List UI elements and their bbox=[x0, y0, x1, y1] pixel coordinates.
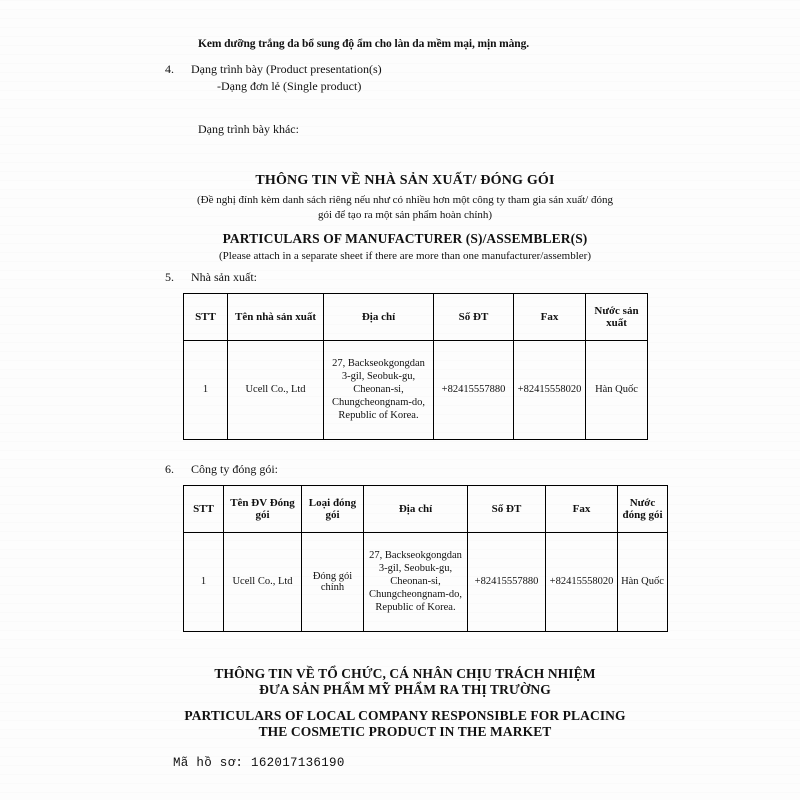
cell-manufacturer-name: Ucell Co., Ltd bbox=[228, 340, 324, 439]
th-stt: STT bbox=[184, 485, 224, 532]
th-country: Nước đóng gói bbox=[618, 485, 668, 532]
footer-line-1: THÔNG TIN VỀ TỔ CHỨC, CÁ NHÂN CHỊU TRÁCH NHIỆM bbox=[214, 665, 596, 681]
section-4-other-presentation: Dạng trình bày khác: bbox=[198, 122, 299, 136]
cell-stt: 1 bbox=[184, 340, 228, 439]
section-4-sub-single-product: -Dạng đơn lẻ (Single product) bbox=[217, 79, 362, 93]
th-country: Nước sản xuất bbox=[586, 293, 648, 340]
section-6-label: Công ty đóng gói: bbox=[191, 461, 279, 476]
th-address: Địa chỉ bbox=[364, 485, 468, 532]
th-packer-name: Tên ĐV Đóng gói bbox=[224, 485, 302, 532]
table-row bbox=[184, 532, 668, 631]
manufacturer-note-vi-line1: (Đề nghị đính kèm danh sách riêng nếu như có nhiều hơn một công ty tham gia sản xuất/ đóng bbox=[197, 194, 613, 206]
footer-line-2: ĐƯA SẢN PHẨM MỸ PHẨM RA THỊ TRƯỜNG bbox=[259, 681, 551, 697]
manufacturer-note-vi bbox=[165, 193, 645, 223]
footer-line-3: PARTICULARS OF LOCAL COMPANY RESPONSIBLE FOR PLACING bbox=[184, 707, 626, 723]
section-5-label: Nhà sản xuất: bbox=[191, 269, 257, 284]
manufacturer-table-wrap bbox=[183, 293, 643, 440]
table-header-row bbox=[184, 293, 648, 340]
manufacturer-note-vi-line2: gói để tạo ra một sản phẩm hoàn chỉnh) bbox=[317, 208, 493, 221]
section-4-number: 4. bbox=[165, 62, 174, 76]
table-row bbox=[184, 340, 648, 439]
th-address: Địa chỉ bbox=[324, 293, 434, 340]
cell-stt: 1 bbox=[184, 532, 224, 631]
section-6-number: 6. bbox=[165, 461, 174, 476]
th-stt: STT bbox=[184, 293, 228, 340]
section-5-manufacturer bbox=[165, 270, 645, 285]
cell-country: Hàn Quốc bbox=[586, 340, 648, 439]
th-phone: Số ĐT bbox=[468, 485, 546, 532]
local-company-section bbox=[165, 666, 645, 740]
manufacturer-title-vi: THÔNG TIN VỀ NHÀ SẢN XUẤT/ ĐÓNG GÓI bbox=[255, 173, 555, 188]
table-header-row bbox=[184, 485, 668, 532]
cell-fax: +82415558020 bbox=[546, 532, 618, 631]
cell-address: 27, Backseokgongdan 3-gil, Seobuk-gu, Cheonan-si, Chungcheongnam-do, Republic of Korea. bbox=[324, 340, 434, 439]
packer-table bbox=[183, 485, 668, 632]
section-6-packer bbox=[165, 462, 645, 477]
th-manufacturer-name: Tên nhà sản xuất bbox=[228, 293, 324, 340]
cell-address: 27, Backseokgongdan 3-gil, Seobuk-gu, Cheonan-si, Chungcheongnam-do, Republic of Korea. bbox=[364, 532, 468, 631]
cell-country: Hàn Quốc bbox=[618, 532, 668, 631]
cell-packer-name: Ucell Co., Ltd bbox=[224, 532, 302, 631]
section-4-product-presentation bbox=[165, 62, 645, 77]
cell-phone: +82415557880 bbox=[434, 340, 514, 439]
th-fax: Fax bbox=[546, 485, 618, 532]
th-fax: Fax bbox=[514, 293, 586, 340]
section-4-label: Dạng trình bày (Product presentation(s) bbox=[191, 62, 382, 76]
footer-line-4: THE COSMETIC PRODUCT IN THE MARKET bbox=[258, 723, 552, 739]
th-packing-type: Loại đóng gói bbox=[302, 485, 364, 532]
cell-phone: +82415557880 bbox=[468, 532, 546, 631]
product-description: Kem dưỡng trắng da bổ sung độ ẩm cho làn da mềm mại, mịn màng. bbox=[198, 38, 530, 50]
th-phone: Số ĐT bbox=[434, 293, 514, 340]
manufacturer-title-en: PARTICULARS OF MANUFACTURER (S)/ASSEMBLER(S) bbox=[222, 230, 588, 246]
manufacturer-note-en: (Please attach in a separate sheet if there are more than one manufacturer/assembler) bbox=[219, 249, 591, 262]
cell-fax: +82415558020 bbox=[514, 340, 586, 439]
cell-packing-type: Đóng gói chính bbox=[302, 532, 364, 631]
document-content bbox=[165, 38, 664, 770]
packer-table-wrap bbox=[183, 485, 664, 632]
document-code: Mã hồ sơ: 162017136190 bbox=[173, 755, 345, 770]
section-5-number: 5. bbox=[165, 269, 174, 284]
manufacturer-table bbox=[183, 293, 648, 440]
